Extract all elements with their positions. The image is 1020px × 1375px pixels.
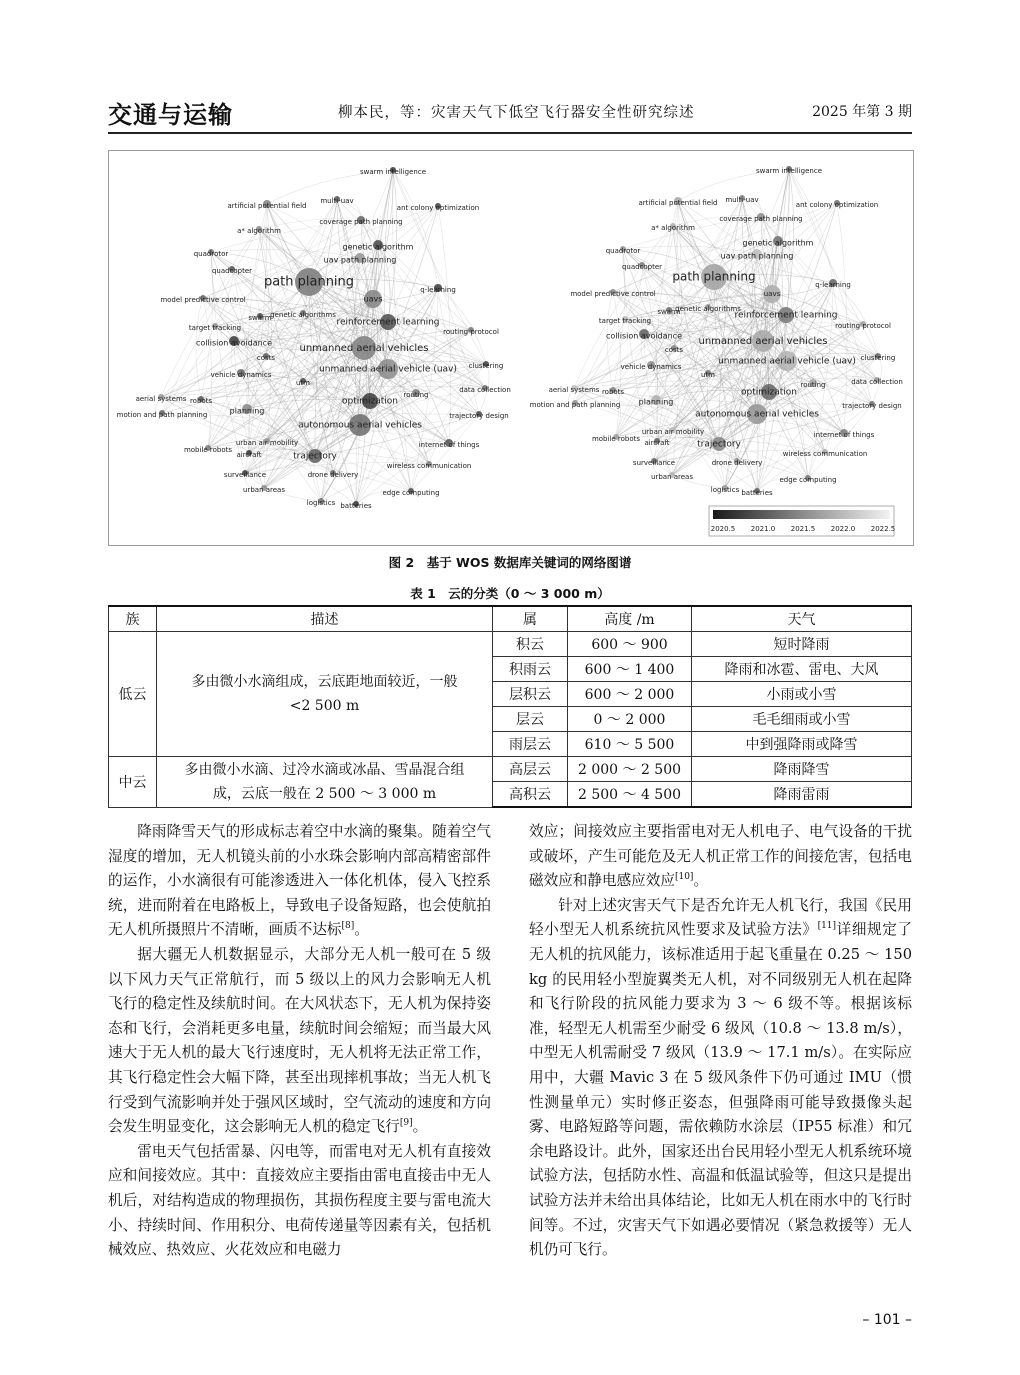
keyword-label: routing protocol	[443, 328, 499, 336]
col-header: 高度 /m	[568, 606, 692, 632]
genus-cell: 高积云	[493, 782, 568, 808]
legend-tick-label: 2020.5	[710, 525, 736, 533]
keyword-network-figure	[108, 150, 914, 546]
height-cell: 2 500 ～ 4 500	[568, 782, 692, 808]
keyword-label: motion and path planning	[529, 401, 621, 409]
keyword-label: q-learning	[420, 286, 456, 294]
keyword-label: genetic algorithm	[742, 238, 814, 248]
year-legend	[709, 506, 895, 536]
weather-cell: 降雨雷雨	[692, 782, 912, 808]
network-link	[833, 283, 878, 356]
keyword-label: swarm	[657, 308, 681, 316]
keyword-label: ant colony optimization	[396, 204, 480, 212]
col-header: 族	[109, 606, 157, 632]
legend-tick-label: 2022.0	[830, 525, 856, 533]
keyword-label: logistics	[306, 499, 336, 507]
genus-cell: 层积云	[493, 682, 568, 707]
keyword-label: quadcopter	[211, 267, 253, 275]
network-link	[787, 283, 833, 361]
keyword-label: costs	[256, 354, 276, 362]
running-header	[108, 95, 912, 127]
keyword-label: planning	[638, 397, 674, 407]
keyword-label: trajectory design	[449, 412, 509, 420]
keyword-label: quadrotor	[605, 247, 641, 255]
keyword-label: collision avoidance	[606, 331, 682, 341]
body-column-right	[529, 820, 912, 1263]
height-cell: 2 000 ～ 2 500	[568, 757, 692, 782]
citation[interactable]: [10]	[674, 872, 694, 883]
issue-label: 2025 年第 3 期	[812, 104, 912, 120]
height-cell: 600 ～ 900	[568, 632, 692, 657]
legend-tick-label: 2021.0	[750, 525, 776, 533]
legend-tick-label: 2021.5	[790, 525, 816, 533]
keyword-label: data collection	[459, 386, 511, 394]
table-row	[109, 632, 912, 657]
keyword-label: internet of things	[418, 441, 480, 449]
keyword-label: artificial potential field	[638, 199, 718, 207]
network-link	[361, 220, 471, 330]
keyword-label: trajectory design	[842, 402, 902, 410]
keyword-label: batteries	[741, 489, 773, 497]
height-cell: 600 ～ 1 400	[568, 657, 692, 682]
family-cell: 中云	[109, 757, 157, 808]
network-link	[613, 292, 621, 437]
keyword-label: aerial systems	[135, 395, 187, 403]
keyword-label: reinforcement learning	[336, 317, 440, 328]
keyword-label: multi-uav	[320, 197, 354, 205]
keyword-label: edge computing	[779, 476, 837, 484]
weather-cell: 短时降雨	[692, 632, 912, 657]
table-row	[109, 757, 912, 782]
keyword-label: trajectory	[293, 451, 337, 462]
figure-caption: 图 2 基于 WOS 数据库关键词的网络图谱	[388, 555, 632, 570]
keyword-label: edge computing	[382, 489, 440, 497]
weather-cell: 小雨或小雪	[692, 682, 912, 707]
keyword-label: swarm	[248, 314, 272, 322]
article-running-title: 柳本民，等：灾害天气下低空飞行器安全性研究综述	[338, 105, 695, 121]
keyword-label: logistics	[710, 486, 740, 494]
keyword-label: vehicle dynamics	[210, 371, 272, 379]
genus-cell: 积雨云	[493, 657, 568, 682]
keyword-label: urban air mobility	[641, 428, 705, 436]
keyword-label: utm	[701, 371, 715, 379]
keyword-label: aircraft	[236, 451, 262, 459]
keyword-label: coverage path planning	[319, 218, 403, 226]
keyword-label: optimization	[741, 387, 797, 398]
genus-cell: 雨层云	[493, 732, 568, 757]
legend-tick-label: 2022.5	[870, 525, 896, 533]
keyword-label: surveillance	[223, 471, 267, 479]
keyword-label: autonomous aerial vehicles	[695, 409, 819, 420]
journal-brand: 交通与运输	[108, 100, 233, 129]
keyword-label: unmanned aerial vehicle (uav)	[319, 364, 457, 375]
keyword-label: q-learning	[815, 281, 851, 289]
keyword-label: genetic algorithm	[342, 242, 414, 252]
page-number: – 101 –	[862, 1312, 912, 1328]
keyword-label: a* algorithm	[237, 227, 281, 235]
col-header: 描述	[157, 606, 493, 632]
keyword-label: mobile robots	[591, 435, 641, 443]
keyword-label: ant colony optimization	[795, 201, 879, 209]
height-cell: 600 ～ 2 000	[568, 682, 692, 707]
weather-cell: 降雨和冰雹、雷电、大风	[692, 657, 912, 682]
keyword-label: artificial potential field	[227, 202, 307, 210]
keyword-label: a* algorithm	[651, 224, 695, 232]
network-link	[196, 298, 203, 399]
paragraph: 针对上述灾害天气下是否允许无人机飞行，我国《民用轻小型无人机系统抗风性要求及试验方法》[11]详细规定了无人机的抗风能力，该标准适用于起飞重量在 0.25 ～ 150 kg 的民用轻小型旋翼类无人机，对不同级别无人机在起降和飞行阶段的抗风能力要求为 3 ～ 6 级不等。根据该标准，轻型无人机需至少耐受 6 级风（10.8 ～ 13.8 m/s），中型无人机需耐受 7 级风（13.9 ～ 17.1 m/s）。在实际应用中，大疆 Mavic 3 在 5 级风条件下仍可通过 IMU（惯性测量单元）实时修正姿态，但强降雨可能导致摄像头起雾、电路短路等问题，需依赖防水涂层（IP55 标准）和冗余电路设计。此外，国家还出台民用轻小型无人机系统环境试验方法，包括防水性、高温和低温试验等，但这只是提出试验方法并未给出具体结论，比如无人机在雨水中的飞行时间等。不过，灾害天气下如遇必要情况（紧急救援等）无人机仍可飞行。	[529, 896, 912, 1259]
citation[interactable]: [11]	[817, 921, 837, 932]
keyword-label: routing protocol	[835, 322, 891, 330]
cloud-classification-table	[108, 605, 912, 808]
table-caption: 表 1 云的分类（0 ～ 3 000 m）	[410, 586, 610, 601]
paragraph: 效应；间接效应主要指雷电对无人机电子、电气设备的干扰或破坏，产生可能危及无人机正常工作的间接危害，包括电磁效应和静电感应效应[10]。	[529, 823, 912, 890]
keyword-label: genetic algorithms	[270, 311, 336, 319]
keyword-label: trajectory	[697, 439, 741, 450]
network-link	[232, 229, 259, 269]
weather-cell: 毛毛细雨或小雪	[692, 707, 912, 732]
keyword-label: quadcopter	[621, 263, 663, 271]
paragraph: 降雨降雪天气的形成标志着空中水滴的聚集。随着空气湿度的增加，无人机镜头前的小水珠会影响内部高精密部件的运作，小水滴很有可能渗透进入一体化机体，侵入飞控系统，进而附着在电路板上，导致电子设备短路，也会使航拍无人机所摄照片不清晰，画质不达标[8]。	[108, 823, 491, 939]
paragraph: 雷电天气包括雷暴、闪电等，而雷电对无人机有直接效应和间接效应。其中：直接效应主要指由雷电直接击中无人机后，对结构造成的物理损伤，其损伤程度主要与雷电流大小、持续时间、作用积分、电荷传递量等因素有关，包括机械效应、热效应、火花效应和电磁力	[108, 1142, 491, 1259]
keyword-label: uav path planning	[720, 251, 794, 261]
height-cell: 610 ～ 5 500	[568, 732, 692, 757]
genus-cell: 层云	[493, 707, 568, 732]
keyword-label: collision avoidance	[196, 338, 272, 348]
keyword-label: drone delivery	[711, 459, 763, 467]
genus-cell: 积云	[493, 632, 568, 657]
description-cell: 多由微小水滴组成，云底距地面较近，一般 <2 500 m	[157, 632, 493, 757]
body-column-left	[108, 820, 491, 1263]
citation[interactable]: [8]	[341, 921, 355, 932]
col-header: 属	[493, 606, 568, 632]
keyword-label: vehicle dynamics	[620, 363, 682, 371]
keyword-label: unmanned aerial vehicle (uav)	[718, 356, 856, 367]
citation[interactable]: [9]	[399, 1118, 413, 1129]
keyword-label: wireless communication	[386, 462, 472, 470]
keyword-label: coverage path planning	[719, 215, 803, 223]
network-link	[825, 380, 877, 452]
keyword-label: clustering	[468, 362, 504, 370]
keyword-label: unmanned aerial vehicles	[698, 336, 828, 347]
keyword-label: motion and path planning	[116, 411, 208, 419]
keyword-label: robots	[189, 397, 213, 405]
family-cell: 低云	[109, 632, 157, 757]
keyword-label: batteries	[340, 502, 372, 510]
keyword-label: planning	[229, 406, 265, 416]
weather-cell: 中到强降雨或降雪	[692, 732, 912, 757]
network-link	[438, 206, 451, 443]
network-link	[607, 292, 613, 390]
keyword-label: clustering	[860, 354, 896, 362]
network-link	[384, 170, 393, 369]
header-rule	[108, 132, 912, 134]
keyword-label: swarm intelligence	[359, 168, 427, 176]
keyword-label: swarm intelligence	[755, 167, 823, 175]
keyword-label: uavs	[763, 290, 781, 298]
keyword-label: target tracking	[188, 324, 242, 332]
keyword-label: target tracking	[598, 317, 652, 325]
keyword-label: robots	[601, 388, 625, 396]
keyword-label: surveillance	[632, 459, 676, 467]
keyword-label: utm	[296, 379, 310, 387]
keyword-label: routing	[800, 381, 826, 389]
keyword-label: uavs	[363, 294, 383, 304]
genus-cell: 高层云	[493, 757, 568, 782]
keyword-label: model predictive control	[570, 290, 656, 298]
keyword-label: urban areas	[243, 486, 285, 494]
keyword-label: multi-uav	[725, 196, 759, 204]
keyword-label: internet of things	[813, 431, 875, 439]
keyword-label: autonomous aerial vehicles	[298, 420, 422, 431]
keyword-label: routing	[403, 391, 429, 399]
keyword-label: path planning	[672, 269, 756, 284]
keyword-label: path planning	[263, 274, 355, 290]
height-cell: 0 ～ 2 000	[568, 707, 692, 732]
network-link	[429, 388, 485, 464]
network-link	[315, 199, 337, 456]
col-header: 天气	[692, 606, 912, 632]
table-header-row	[109, 606, 912, 632]
keyword-label: data collection	[851, 378, 903, 386]
description-cell: 多由微小水滴、过冷水滴或冰晶、雪晶混合组成，云底一般在 2 500 ～ 3 000 m	[157, 757, 493, 808]
year-color-bar	[713, 510, 890, 519]
keyword-label: uav path planning	[323, 255, 397, 265]
keyword-label: unmanned aerial vehicles	[299, 343, 429, 354]
network-link	[201, 399, 211, 448]
keyword-label: reinforcement learning	[734, 310, 838, 321]
keyword-label: urban areas	[651, 473, 693, 481]
network-graph	[109, 151, 913, 545]
keyword-label: optimization	[342, 396, 398, 407]
keyword-label: drone delivery	[307, 471, 359, 479]
keyword-label: costs	[664, 346, 684, 354]
keyword-label: genetic algorithms	[675, 305, 741, 313]
keyword-label: aircraft	[644, 439, 670, 447]
paragraph: 据大疆无人机数据显示，大部分无人机一般可在 5 级以下风力天气正常航行，而 5 级以上的风力会影响无人机飞行的稳定性及续航时间。在大风状态下，无人机为保持姿态和飞行，会消耗更多电量，续航时间会缩短；而当最大风速大于无人机的最大飞行速度时，无人机将无法正常工作，其飞行稳定性会大幅下降，甚至出现摔机事故；当无人机飞行受到气流影响并处于强风区域时，空气流动的速度和方向会发生明显变化，这会影响无人机的稳定飞行[9]。	[108, 945, 491, 1136]
keyword-label: urban air mobility	[235, 439, 299, 447]
keyword-label: mobile robots	[183, 446, 233, 454]
keyword-label: quadrotor	[193, 250, 229, 258]
keyword-label: aerial systems	[548, 386, 600, 394]
keyword-label: wireless communication	[782, 450, 868, 458]
keyword-label: model predictive control	[160, 296, 246, 304]
weather-cell: 降雨降雪	[692, 757, 912, 782]
